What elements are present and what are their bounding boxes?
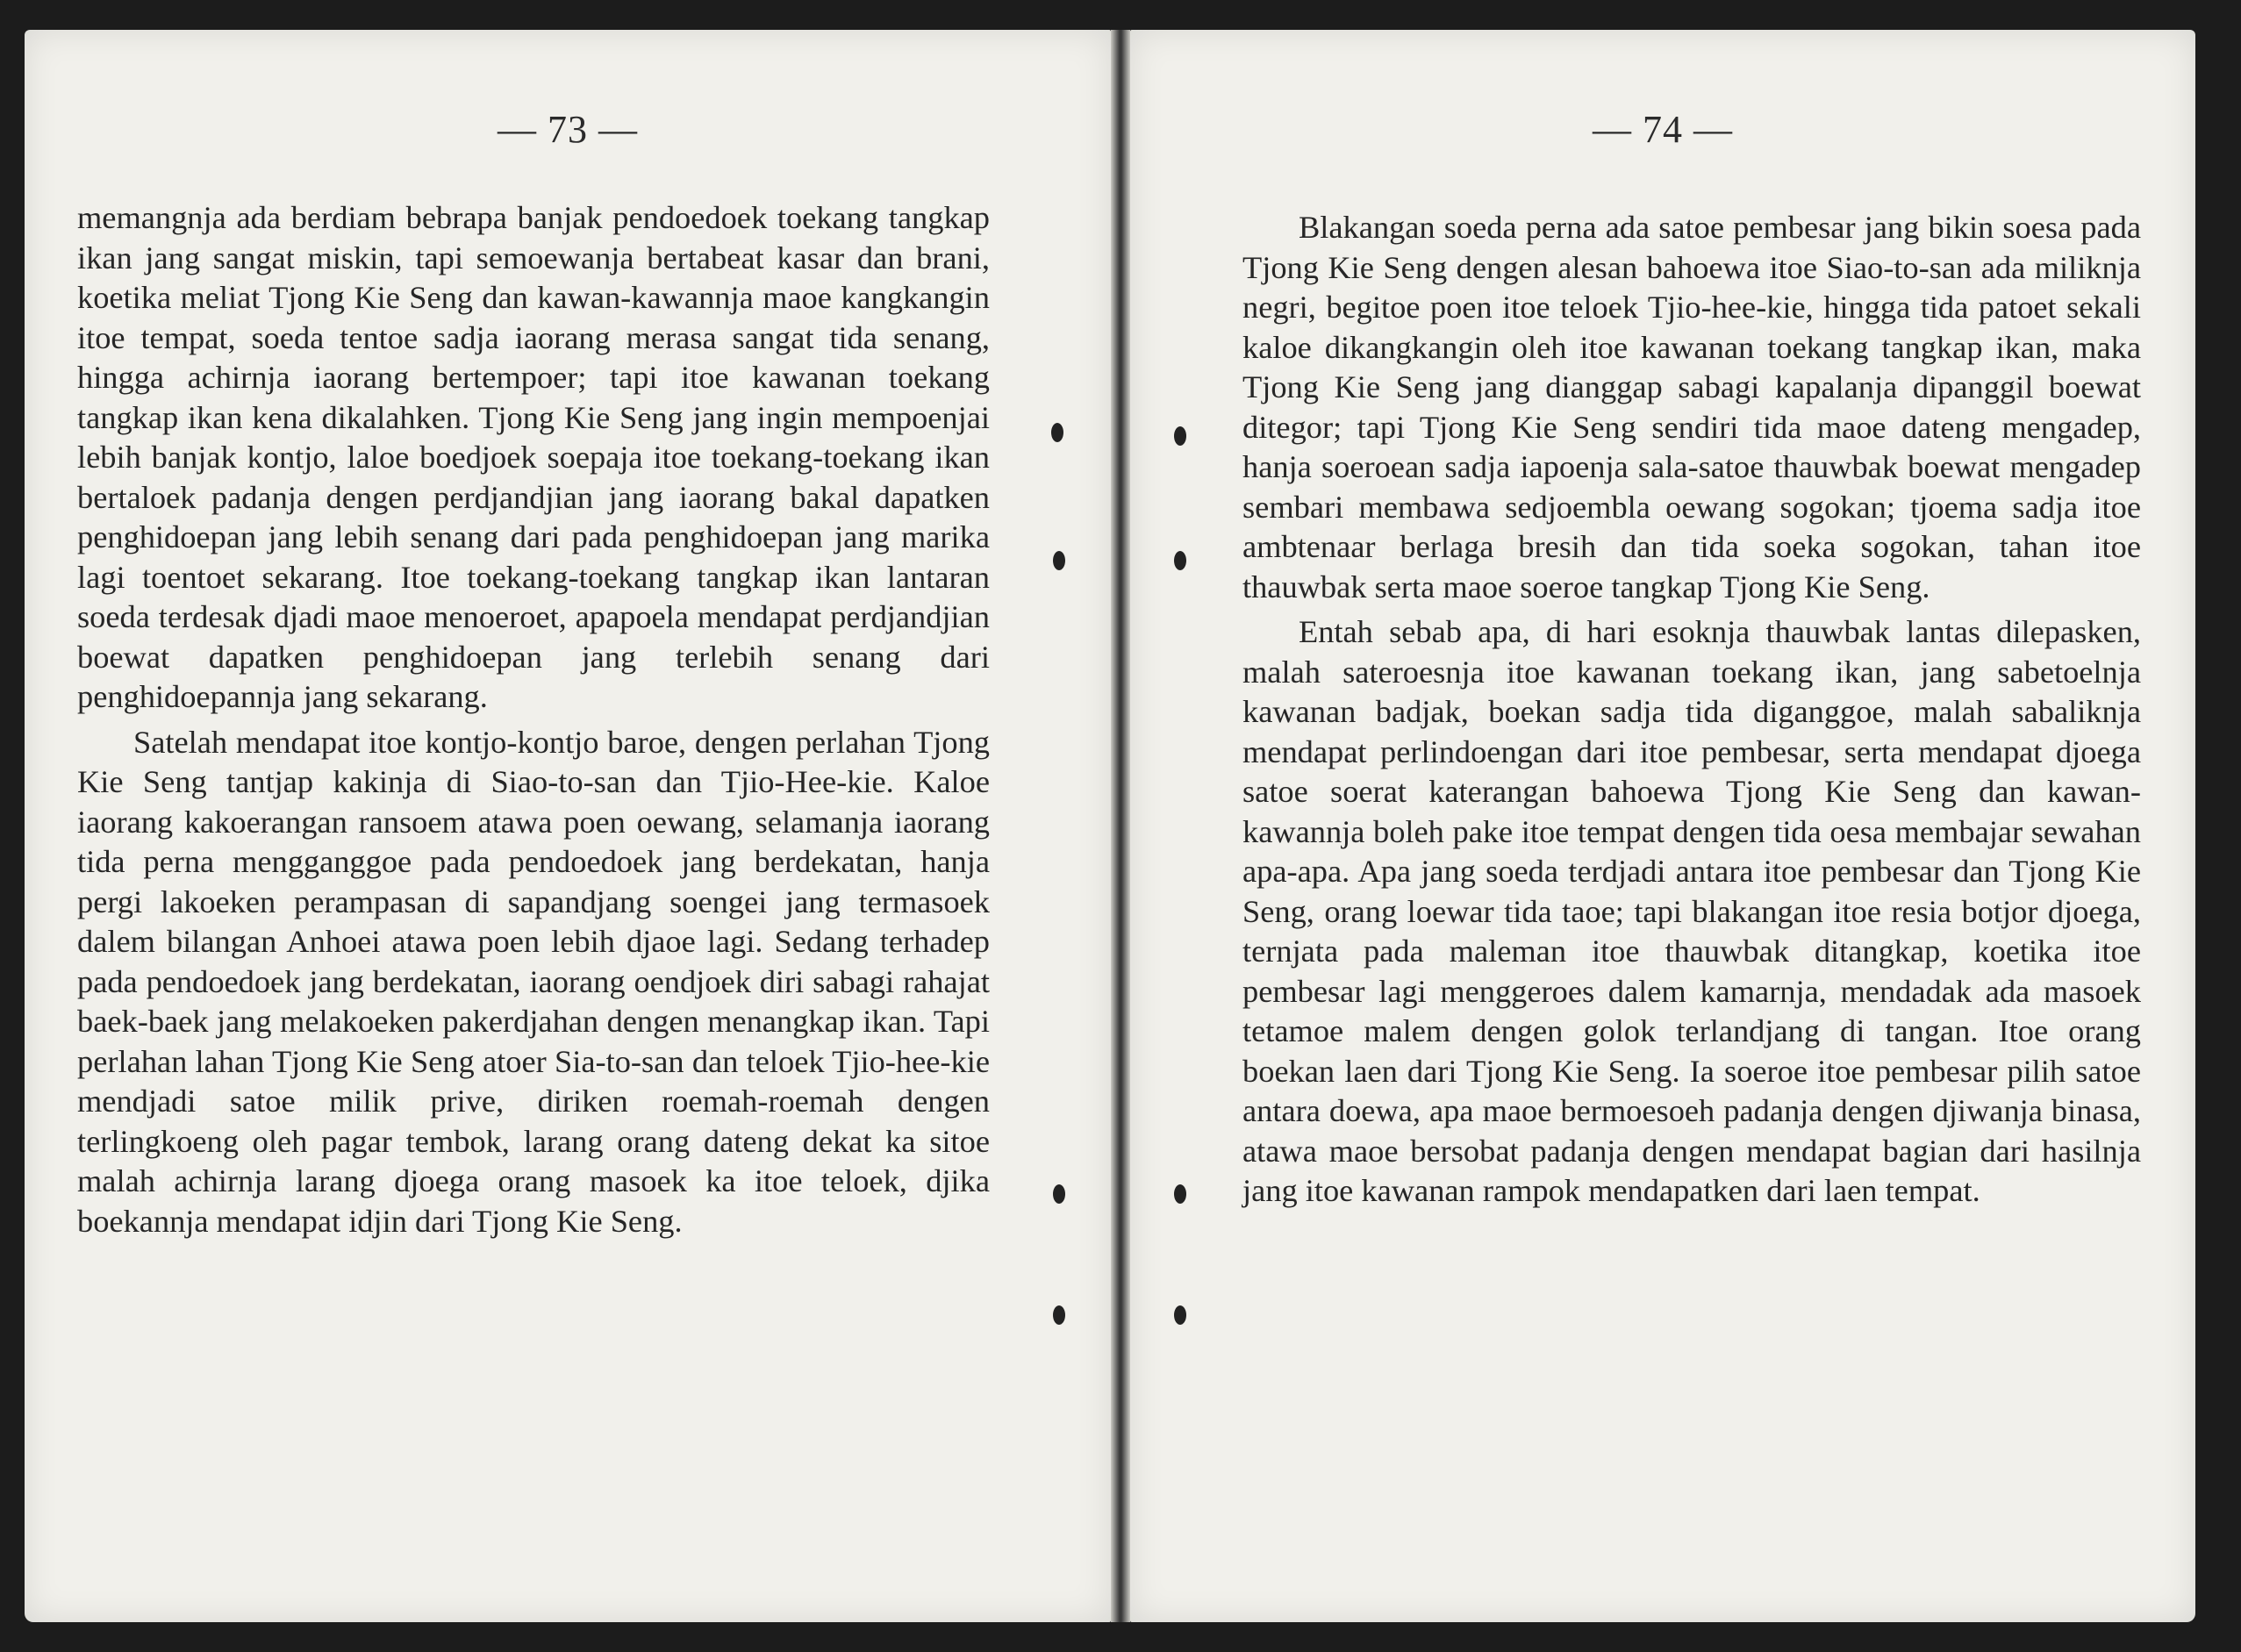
binding-hole: [1174, 1305, 1186, 1325]
binding-hole: [1051, 423, 1063, 442]
page-number-left: — 73 —: [498, 108, 638, 151]
left-page: [25, 30, 1111, 1622]
binding-hole: [1174, 551, 1186, 570]
right-paragraph-2: Entah sebab apa, di hari esoknja thauwbak lantas dilepasken, malah sateroesnja itoe kawanan toekang ikan, jang sabetoelnja kawanan badjak, boekan sadja tida diganggoe, malah sabaliknja mendapat perlindoengan dari itoe pembesar, serta mendapat djoega satoe soerat katerangan bahoewa Tjong Kie Seng dan kawan-kawannja boleh pake itoe tempat dengen tida oesa membajar sewahan apa-apa. Apa jang soeda terdjadi antara itoe pembesar dan Tjong Kie Seng, orang loewar tida taoe; tapi blakangan itoe resia botjor djoega, ternjata pada maleman itoe thauwbak ditangkap, koetika itoe pembesar lagi menggeroes dalem kamarnja, mendadak ada masoek tetamoe malem dengen golok terlandjang di tangan. Itoe orang boekan laen dari Tjong Kie Seng. Ia soeroe itoe pembesar pilih satoe antara doewa, apa maoe bermoesoeh padanja dengen djiwanja binasa, atawa maoe bersobat padanja dengen mendapat bagian dari hasilnja jang itoe kawanan rampok mendapatken dari laen tempat.: [1242, 614, 2141, 1208]
book-gutter: [1111, 30, 1130, 1622]
left-paragraph-2: Satelah mendapat itoe kontjo-kontjo baroe, dengen perlahan Tjong Kie Seng tantjap kakinja di Siao-to-san dan Tjio-Hee-kie. Kaloe iaorang kakoerangan ransoem atawa poen oewang, selamanja iaorang tida perna mengganggoe pada pendoedoek jang berdekatan, hanja pergi lakoeken perampasan di sapandjang soengei jang termasoek dalem bilangan Anhoei atawa poen lebih djaoe lagi. Sedang terhadep pada pendoedoek jang berdekatan, iaorang oendjoek diri sabagi rahajat baek-baek jang melakoeken pakerdjahan dengen menangkap ikan. Tapi perlahan lahan Tjong Kie Seng atoer Sia-to-san dan teloek Tjio-hee-kie mendjadi satoe milik prive, diriken roemah-roemah dengen terlingkoeng oleh pagar tembok, larang orang dateng dekat ka sitoe malah achirnja larang djoega orang masoek ka itoe teloek, djika boekannja mendapat idjin dari Tjong Kie Seng.: [77, 724, 990, 1239]
right-page-text: [1242, 208, 2141, 1212]
left-paragraph-1: memangnja ada berdiam bebrapa banjak pendoedoek toekang tangkap ikan jang sangat miskin, tapi semoewanja bertabeat kasar dan brani, koetika meliat Tjong Kie Seng dan kawan-kawannja maoe kangkangin itoe tempat, soeda tentoe sadja iaorang merasa sangat tida senang, hingga achirnja iaorang bertempoer; tapi itoe kawanan toekang tangkap ikan kena dikalahken. Tjong Kie Seng jang ingin mempoenjai lebih banjak kontjo, laloe boedjoek soepaja itoe toekang-toekang ikan bertaloek padanja dengen perdjandjian jang iaorang bakal dapatken penghidoepan jang lebih senang dari pada penghidoepan jang marika lagi toentoet sekarang. Itoe toekang-toekang tangkap ikan lantaran soeda terdesak djadi maoe menoeroet, apapoela mendapat perdjandjian boewat dapatken penghidoepan jang terlebih senang dari penghidoepannja jang sekarang.: [77, 200, 990, 714]
right-page: [1130, 30, 2195, 1622]
binding-hole: [1174, 426, 1186, 446]
right-paragraph-1: Blakangan soeda perna ada satoe pembesar jang bikin soesa pada Tjong Kie Seng dengen alesan bahoewa itoe Siao-to-san ada miliknja negri, begitoe poen itoe teloek Tjio-hee-kie, hingga tida patoet sekali kaloe dikangkangin oleh itoe kawanan toekang tangkap ikan, maka Tjong Kie Seng jang dianggap sabagi kapalanja dipanggil boewat ditegor; tapi Tjong Kie Seng sendiri tida maoe dateng mengadep, hanja soeroean sadja iapoenja sala-satoe thauwbak boewat mengadep sembari membawa sedjoembla oewang sogokan; tjoema sadja itoe ambtenaar berlaga bresih dan tida soeka sogokan, tahan itoe thauwbak serta maoe soeroe tangkap Tjong Kie Seng.: [1242, 210, 2141, 604]
binding-hole: [1053, 1184, 1065, 1204]
binding-hole: [1053, 551, 1065, 570]
left-page-text: [77, 198, 990, 1241]
page-number-right: — 74 —: [1593, 108, 1733, 151]
binding-hole: [1174, 1184, 1186, 1204]
binding-hole: [1053, 1305, 1065, 1325]
